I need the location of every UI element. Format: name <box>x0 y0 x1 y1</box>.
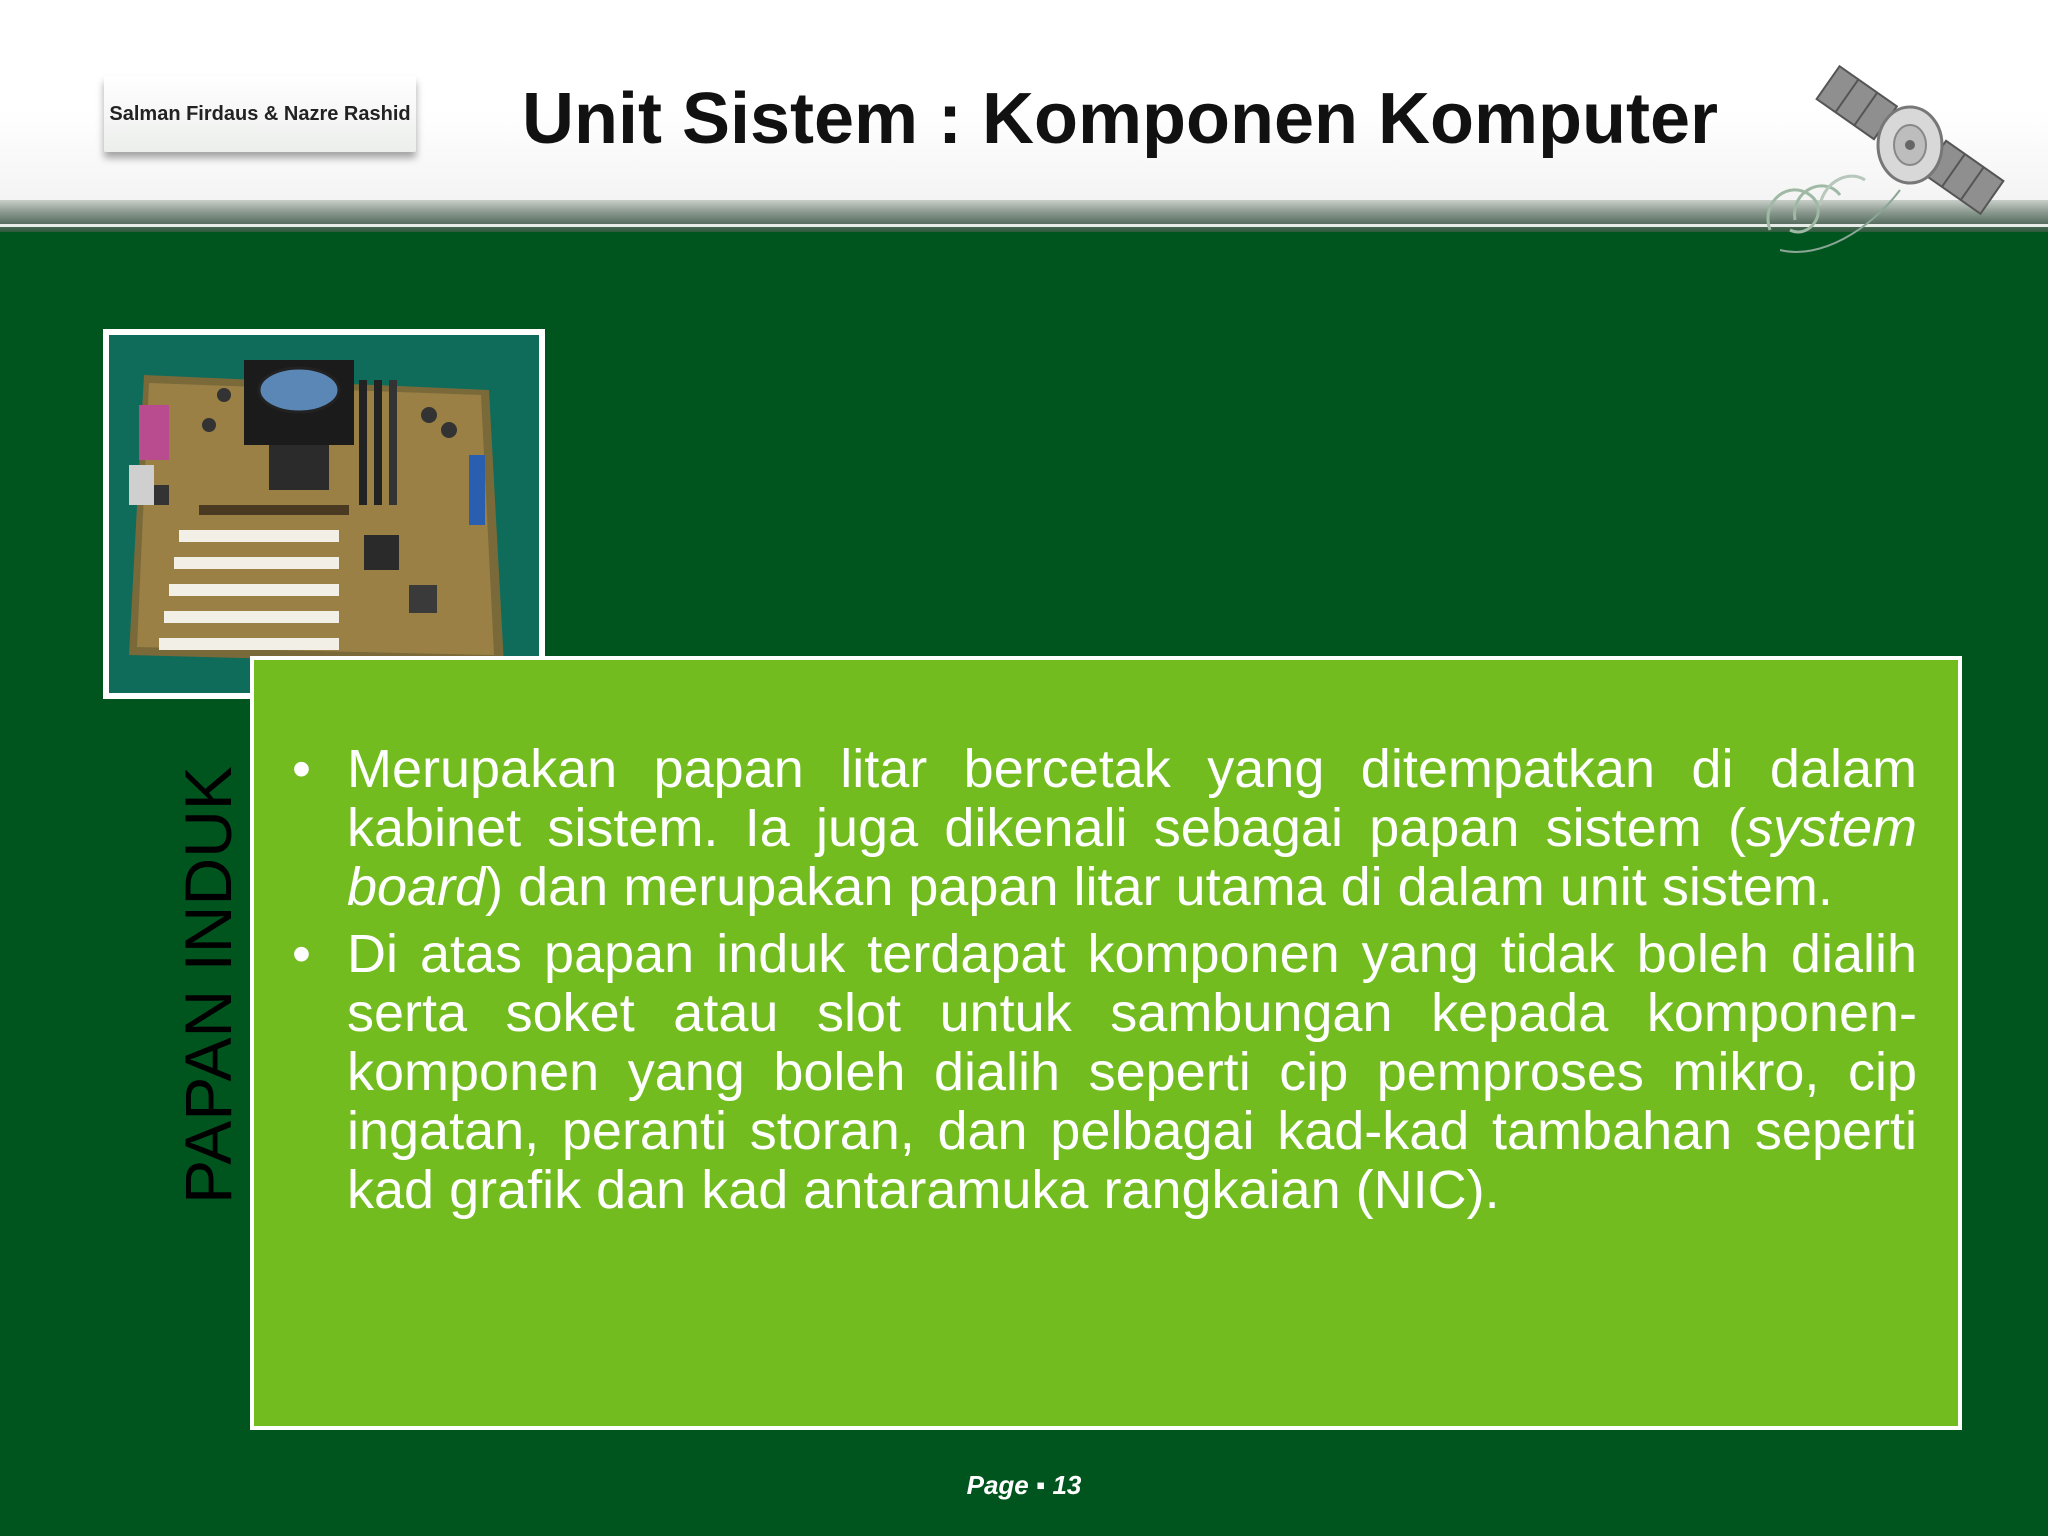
satellite-icon <box>1750 30 2040 270</box>
page-separator: ▪ <box>1036 1470 1046 1500</box>
page-number-value: 13 <box>1052 1470 1082 1500</box>
slide-title <box>470 64 1770 174</box>
bullet-item <box>292 925 1917 1220</box>
side-label: PAPAN INDUK <box>171 766 245 1204</box>
slide-title-text: Unit Sistem : Komponen Komputer <box>521 79 1718 159</box>
author-box <box>104 76 416 152</box>
author-label: Salman Firdaus & Nazre Rashid <box>109 102 411 125</box>
bullet-text: Di atas papan induk terdapat komponen yang tidak boleh dialih serta soket atau slot untuk sambungan kepada komponen-komponen yang boleh dialih seperti cip pemproses mikro, cip ingatan, peranti storan, dan pelbagai kad-kad tambahan seperti kad grafik dan kad antaramuka rangkaian (NIC). <box>347 924 1917 1220</box>
motherboard-photo-frame <box>103 329 545 699</box>
header-divider-band <box>0 200 2048 232</box>
motherboard-photo <box>109 335 539 693</box>
page-label: Page <box>966 1470 1029 1500</box>
bullet-text: Merupakan papan litar bercetak yang ditempatkan di dalam kabinet sistem. Ia juga dikenali sebagai papan sistem ( <box>347 739 1917 858</box>
bullet-item <box>292 740 1917 917</box>
bullet-list <box>292 740 1917 1228</box>
bullet-dot: • <box>292 924 311 984</box>
page-number <box>0 1470 2048 1501</box>
bullet-dot: • <box>292 739 311 799</box>
bullet-text-end: ) dan merupakan papan litar utama di dalam unit sistem. <box>485 857 1833 917</box>
bullet-italic-term: system board <box>347 798 1917 917</box>
